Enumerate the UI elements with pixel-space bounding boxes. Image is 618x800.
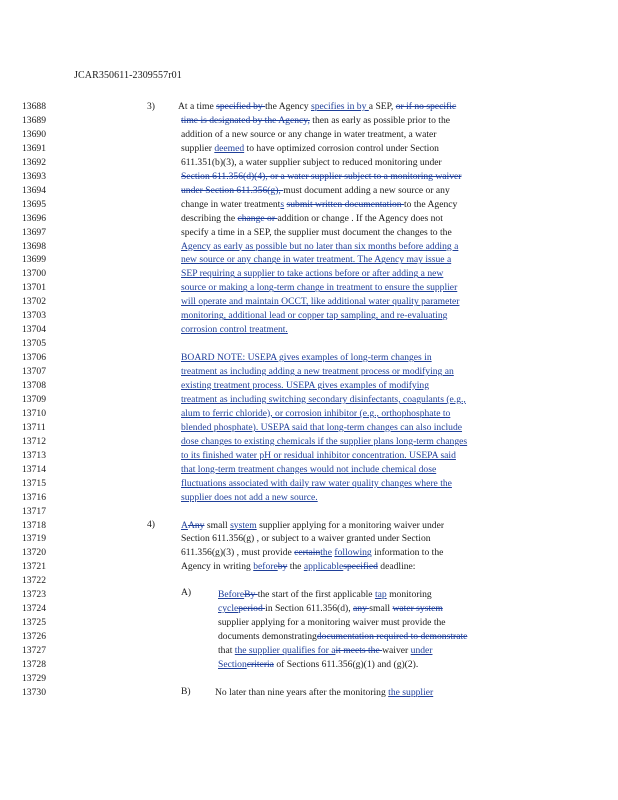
text-run: 611.351(b)(3), a water supplier subject to reduced monitoring under (181, 156, 442, 168)
text-line (181, 143, 439, 155)
inserted-text: source or making a long-term change in treatment to ensure the supplier (181, 282, 458, 294)
text-line (218, 659, 418, 671)
deleted-text: water system (392, 603, 443, 615)
line-number: 13720 (22, 547, 46, 559)
deleted-text: criteria (246, 659, 274, 670)
text-run: supplier (181, 142, 215, 154)
inserted-text: supplier does not add a new source. (181, 491, 318, 503)
inserted-text: A (181, 519, 188, 531)
text-line (215, 687, 433, 699)
inserted-text: that long-term treatment changes would not include chemical dose (181, 463, 437, 475)
text-run: Section 611.356(g) , or subject to a waiver granted under Section (181, 533, 431, 545)
text-run: the Agency (265, 101, 311, 112)
line-number: 13716 (22, 491, 46, 503)
line-number: 13699 (22, 254, 46, 266)
text-line (181, 199, 457, 211)
text-line (181, 561, 415, 573)
line-number: 13705 (22, 338, 46, 350)
line-number: 13722 (22, 575, 46, 587)
text-line (181, 450, 456, 462)
text-line (181, 408, 450, 420)
deleted-text: submit written documentation (286, 198, 405, 210)
line-number: 13696 (22, 212, 46, 224)
text-line (181, 520, 444, 532)
text-line (178, 101, 456, 113)
deleted-text: it meets the (335, 645, 383, 657)
inserted-text: Agency as early as possible but no later than six months before adding a (181, 240, 459, 252)
line-number: 13703 (22, 310, 46, 322)
text-run: addition of a new source or any change in water treatment, a water (181, 128, 437, 140)
line-number: 13702 (22, 296, 46, 308)
inserted-text: deemed (214, 142, 245, 154)
text-run: then as early as possible prior to the (309, 114, 451, 126)
line-number: 13700 (22, 268, 46, 280)
line-number: 13697 (22, 226, 46, 238)
deleted-text: Section 611.356(d)(4), or a water supplier subject to a monitoring waiver (181, 170, 462, 182)
inserted-text: under (410, 645, 433, 657)
inserted-text: system (230, 519, 257, 531)
inserted-text: the supplier qualifies for a (234, 645, 336, 657)
inserted-text: applicable (303, 561, 344, 573)
text-run: supplier applying for a monitoring waiver under (256, 519, 445, 531)
deleted-text: change or (237, 212, 278, 224)
line-number: 13695 (22, 198, 46, 210)
text-run: describing the (181, 212, 238, 224)
text-run: information to the (371, 547, 444, 559)
line-number: 13709 (22, 393, 46, 405)
text-run: change in water treatment (181, 198, 281, 210)
inserted-text: alum to ferric chloride), or corrosion inhibitor (e.g., orthophosphate to (181, 407, 451, 419)
text-run: to the Agency (404, 198, 458, 210)
deleted-text: certain (294, 547, 321, 559)
line-number: 13692 (22, 156, 46, 168)
line-number: 13688 (22, 101, 46, 112)
line-number: 13717 (22, 505, 46, 517)
inserted-text: cycle (218, 603, 239, 615)
inserted-text: corrosion control treatment. (181, 324, 288, 336)
line-number: 13690 (22, 128, 46, 140)
line-number: 13708 (22, 380, 46, 391)
deleted-text: or if no specific (395, 101, 457, 112)
line-number: 13723 (22, 589, 46, 601)
text-run: of Sections 611.356(g)(1) and (g)(2). (273, 659, 419, 670)
inserted-text: new source or any change in water treatment. The Agency may issue a (181, 254, 452, 266)
inserted-text: to its finished water pH or residual inhibitor concentration. USEPA said (181, 449, 456, 461)
line-number: 13693 (22, 170, 46, 182)
line-number: 13729 (22, 672, 46, 684)
deleted-text: documentation required to demonstrate (316, 631, 468, 643)
inserted-text: Before (218, 589, 245, 601)
inserted-text: blended phosphate). USEPA said that long-term changes can also include (181, 421, 463, 433)
text-line (181, 310, 447, 322)
line-number: 13730 (22, 686, 46, 698)
line-number: 13710 (22, 407, 46, 419)
inserted-text: BOARD NOTE: USEPA gives examples of long-term changes in (181, 352, 432, 364)
inserted-text: will operate and maintain OCCT, like additional water quality parameter (181, 296, 460, 308)
text-line (181, 366, 454, 378)
inserted-text: fluctuations associated with daily raw water quality changes where the (181, 477, 452, 489)
text-line (181, 464, 436, 476)
text-line (218, 645, 432, 657)
deleted-text: under Section 611.356(g), (181, 184, 284, 196)
text-line (181, 268, 443, 280)
inserted-text: monitoring, additional lead or copper tap sampling, and re-evaluating (181, 310, 448, 322)
text-line (181, 213, 443, 225)
line-number: 13704 (22, 324, 46, 336)
text-line (181, 227, 452, 239)
line-number: 13724 (22, 603, 46, 615)
text-line (181, 171, 461, 183)
text-line (181, 478, 452, 490)
inserted-text: treatment as including switching secondary disinfectants, coagulants (e.g., (181, 393, 466, 405)
line-number: 13719 (22, 533, 46, 545)
line-number: 13718 (22, 519, 46, 531)
text-line (181, 185, 450, 197)
text-line (181, 492, 318, 504)
line-number: 13725 (22, 617, 46, 629)
deleted-text: Any (187, 519, 205, 531)
item-label-4: 4) (147, 519, 155, 530)
text-run: specify a time in a SEP, the supplier must document the changes to the (181, 226, 452, 238)
text-run: that (218, 645, 235, 657)
text-run: the start of the first applicable (257, 589, 375, 601)
item-label-a: A) (181, 587, 192, 598)
text-run: a SEP, (368, 101, 396, 112)
text-run: small (369, 603, 393, 615)
text-line (218, 631, 467, 643)
inserted-text: SEP requiring a supplier to take actions before or after adding a new (181, 268, 444, 280)
inserted-text: before (253, 561, 278, 573)
text-line (181, 436, 467, 448)
deleted-text: specified by (216, 101, 266, 112)
line-number: 13713 (22, 449, 46, 461)
inserted-text: following (334, 547, 372, 559)
text-run: addition or change . If the Agency does not (277, 212, 443, 224)
inserted-text: s (280, 198, 285, 210)
line-number: 13694 (22, 184, 46, 196)
text-run: to have optimized corrosion control under Section (244, 142, 439, 154)
deleted-text: By (244, 589, 258, 601)
text-run: No later than nine years after the monitoring (215, 686, 389, 698)
line-number: 13707 (22, 366, 46, 378)
text-line (181, 241, 458, 253)
text-run: 611.356(g)(3) , must provide (181, 547, 295, 559)
line-number: 13689 (22, 114, 46, 126)
deleted-text: any (353, 603, 370, 615)
item-label-3: 3) (147, 101, 155, 112)
text-run: documents demonstrating (218, 631, 317, 643)
text-run: monitoring (386, 589, 432, 601)
text-line (181, 296, 459, 308)
line-number: 13727 (22, 645, 46, 657)
line-number: 13711 (22, 421, 46, 433)
text-line (181, 394, 466, 406)
text-run: Agency in writing (181, 561, 254, 573)
line-number: 13691 (22, 142, 46, 154)
text-line (218, 617, 446, 629)
text-run: At a time (178, 101, 217, 112)
text-run: the (287, 561, 304, 573)
inserted-text: Section (218, 659, 247, 670)
text-line (218, 603, 443, 615)
line-number: 13714 (22, 463, 46, 475)
line-number: 13698 (22, 240, 46, 252)
text-run: in Section 611.356(d), (265, 603, 354, 615)
text-run: small (204, 519, 231, 531)
line-number: 13726 (22, 631, 46, 643)
text-line (181, 422, 462, 434)
text-line (181, 129, 436, 141)
text-line (181, 352, 432, 364)
text-line (181, 533, 431, 545)
line-number: 13715 (22, 477, 46, 489)
text-line (181, 282, 457, 294)
inserted-text: the (320, 547, 332, 559)
line-number: 13721 (22, 561, 46, 573)
text-run: deadline: (377, 561, 416, 573)
text-line (181, 115, 450, 127)
line-number: 13706 (22, 352, 46, 364)
inserted-text: existing treatment process. USEPA gives examples of modifying (181, 380, 429, 391)
deleted-text: specified (343, 561, 378, 573)
text-line (181, 157, 442, 169)
inserted-text: specifies in by (310, 101, 369, 112)
text-line (181, 324, 288, 336)
text-run: supplier applying for a monitoring waiver must provide the (218, 617, 446, 629)
inserted-text: dose changes to existing chemicals if the supplier plans long-term changes (181, 435, 468, 447)
inserted-text: tap (374, 589, 387, 601)
deleted-text: by (277, 561, 288, 573)
line-number: 13701 (22, 282, 46, 294)
text-line (181, 254, 451, 266)
text-line (181, 380, 429, 392)
text-run: waiver (382, 645, 411, 657)
text-line (181, 547, 443, 559)
deleted-text: time is designated by the Agency, (181, 114, 310, 126)
document-id: JCAR350611-2309557r01 (74, 70, 182, 81)
inserted-text: treatment as including adding a new treatment process or modifying an (181, 366, 454, 378)
text-line (218, 589, 432, 601)
deleted-text: period (238, 603, 266, 615)
text-run: must document adding a new source or any (283, 184, 450, 196)
line-number: 13728 (22, 659, 46, 670)
inserted-text: the supplier (388, 686, 434, 698)
item-label-b: B) (181, 686, 191, 697)
line-number: 13712 (22, 435, 46, 447)
